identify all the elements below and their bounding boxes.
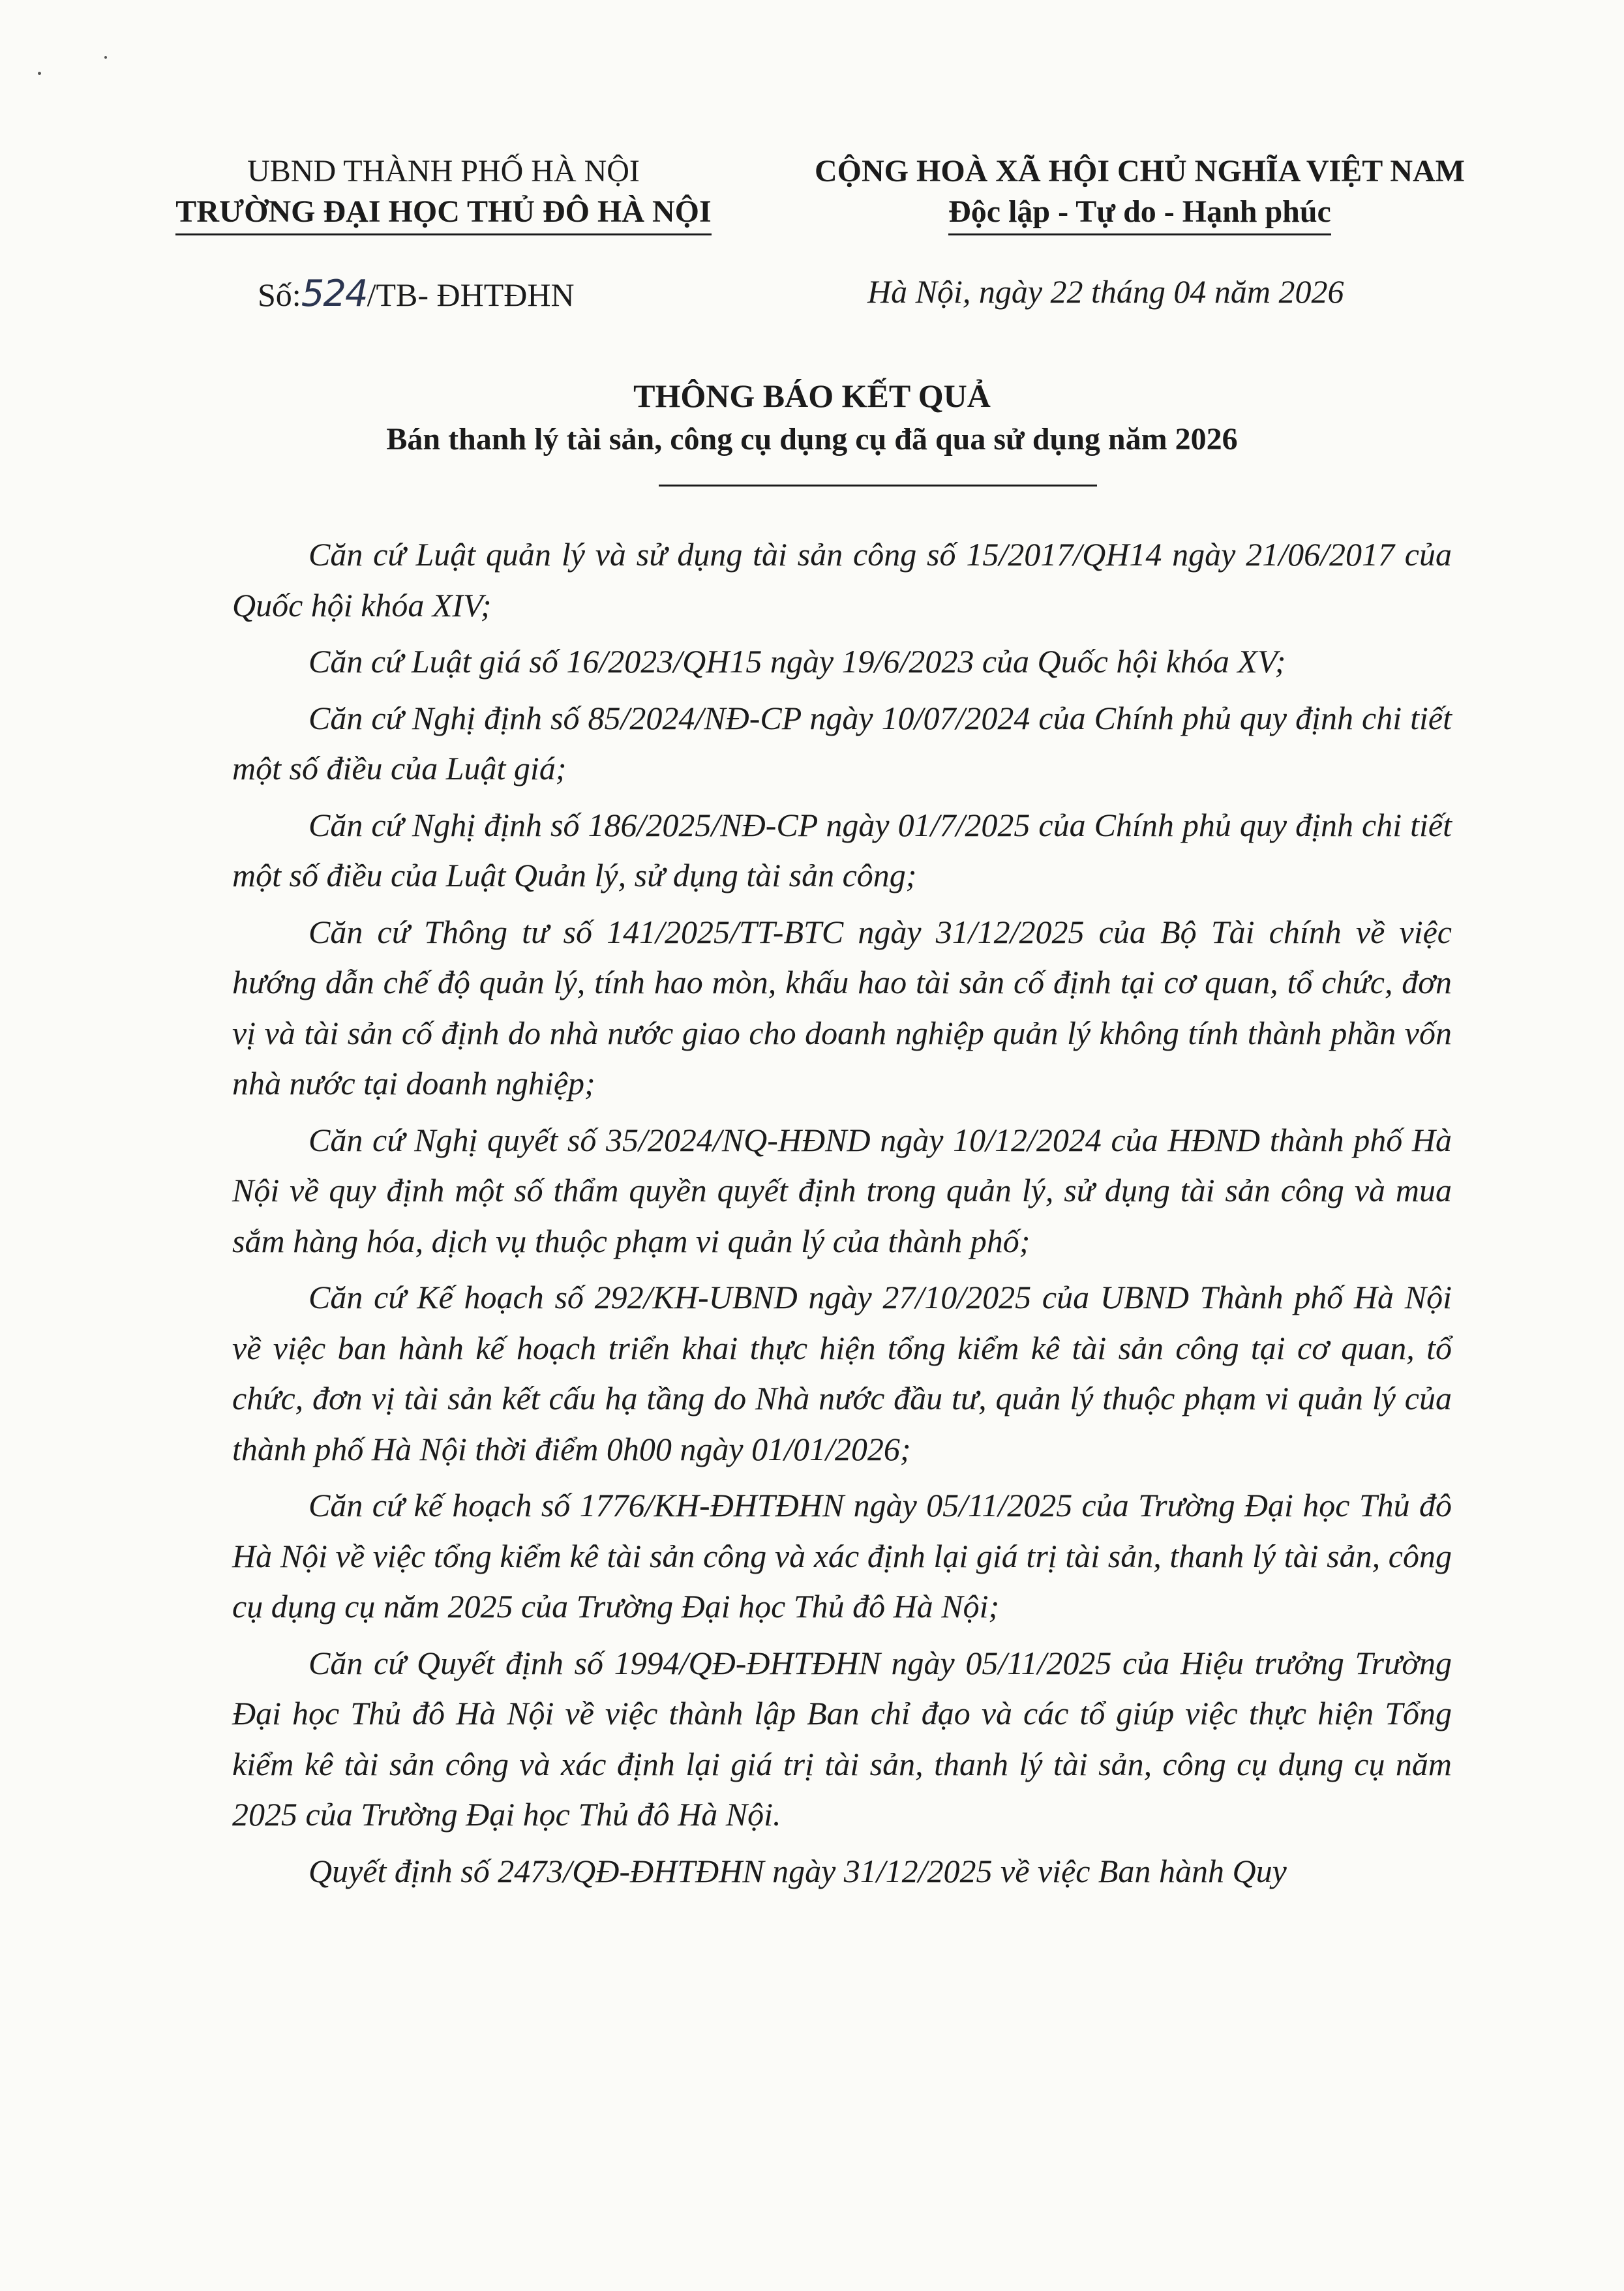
legal-basis-paragraph: Căn cứ Nghị định số 85/2024/NĐ-CP ngày 10/07/2024 của Chính phủ quy định chi tiết một số điều của Luật giá; <box>232 699 1452 786</box>
document-body <box>232 530 1452 1902</box>
legal-basis-paragraph: Căn cứ kế hoạch số 1776/KH-ĐHTĐHN ngày 05/11/2025 của Trường Đại học Thủ đô Hà Nội về việc tổng kiểm kê tài sản công và xác định lại giá trị tài sản, thanh lý tài sản, công cụ dụng cụ năm 2025 của Trường Đại học Thủ đô Hà Nội; <box>232 1487 1452 1625</box>
legal-basis-paragraph: Căn cứ Luật quản lý và sử dụng tài sản công số 15/2017/QH14 ngày 21/06/2017 của Quốc hội khóa XIV; <box>232 536 1452 623</box>
legal-basis-paragraph: Quyết định số 2473/QĐ-ĐHTĐHN ngày 31/12/2025 về việc Ban hành Quy <box>308 1852 1287 1889</box>
legal-basis-paragraph: Căn cứ Nghị định số 186/2025/NĐ-CP ngày 01/7/2025 của Chính phủ quy định chi tiết một số điều của Luật Quản lý, sử dụng tài sản công; <box>232 806 1452 893</box>
issuer-header <box>130 151 757 235</box>
document-date: Hà Nội, ngày 22 tháng 04 năm 2026 <box>867 273 1344 310</box>
scan-speck <box>104 56 107 59</box>
legal-basis-paragraph: Căn cứ Quyết định số 1994/QĐ-ĐHTĐHN ngày 05/11/2025 của Hiệu trưởng Trường Đại học Thủ đô Hà Nội về việc thành lập Ban chỉ đạo và các tổ giúp việc thực hiện Tổng kiểm kê tài sản công và xác định lại giá trị tài sản, thanh lý tài sản, công cụ dụng cụ năm 2025 của Trường Đại học Thủ đô Hà Nội. <box>232 1644 1452 1833</box>
legal-basis-paragraph: Căn cứ Luật giá số 16/2023/QH15 ngày 19/6/2023 của Quốc hội khóa XV; <box>308 643 1286 680</box>
scan-speck <box>38 72 41 75</box>
document-subtitle: Bán thanh lý tài sản, công cụ dụng cụ đã qua sử dụng năm 2026 <box>386 422 1238 457</box>
title-underline <box>659 485 1097 487</box>
national-motto-header <box>757 151 1523 235</box>
document-number-suffix: /TB- ĐHTĐHN <box>367 277 575 313</box>
document-number-prefix: Số: <box>258 277 301 313</box>
document-number-handwritten: 524 <box>301 273 367 315</box>
issuer-authority: UBND THÀNH PHỐ HÀ NỘI <box>247 154 640 188</box>
issuer-name: TRƯỜNG ĐẠI HỌC THỦ ĐÔ HÀ NỘI <box>175 192 711 235</box>
document-title: THÔNG BÁO KẾT QUẢ <box>633 378 991 414</box>
legal-basis-paragraph: Căn cứ Thông tư số 141/2025/TT-BTC ngày 31/12/2025 của Bộ Tài chính về việc hướng dẫn chế độ quản lý, tính hao mòn, khấu hao tài sản cố định tại cơ quan, tổ chức, đơn vị và tài sản cố định do nhà nước giao cho doanh nghiệp quản lý không tính thành phần vốn nhà nước tại doanh nghiệp; <box>232 913 1452 1101</box>
national-motto: Độc lập - Tự do - Hạnh phúc <box>948 192 1331 235</box>
legal-basis-paragraph: Căn cứ Nghị quyết số 35/2024/NQ-HĐND ngày 10/12/2024 của HĐND thành phố Hà Nội về quy định một số thẩm quyền quyết định trong quản lý, sử dụng tài sản công và mua sắm hàng hóa, dịch vụ thuộc phạm vi quản lý của thành phố; <box>232 1121 1452 1259</box>
legal-basis-paragraph: Căn cứ Kế hoạch số 292/KH-UBND ngày 27/10/2025 của UBND Thành phố Hà Nội về việc ban hành kế hoạch triển khai thực hiện tổng kiểm kê tài sản công tại cơ quan, tổ chức, đơn vị tài sản kết cấu hạ tầng do Nhà nước đầu tư, quản lý thuộc phạm vi quản lý của thành phố Hà Nội thời điểm 0h00 ngày 01/01/2026; <box>232 1279 1452 1467</box>
document-number <box>258 273 575 315</box>
national-name: CỘNG HOÀ XÃ HỘI CHỦ NGHĨA VIỆT NAM <box>815 154 1465 188</box>
